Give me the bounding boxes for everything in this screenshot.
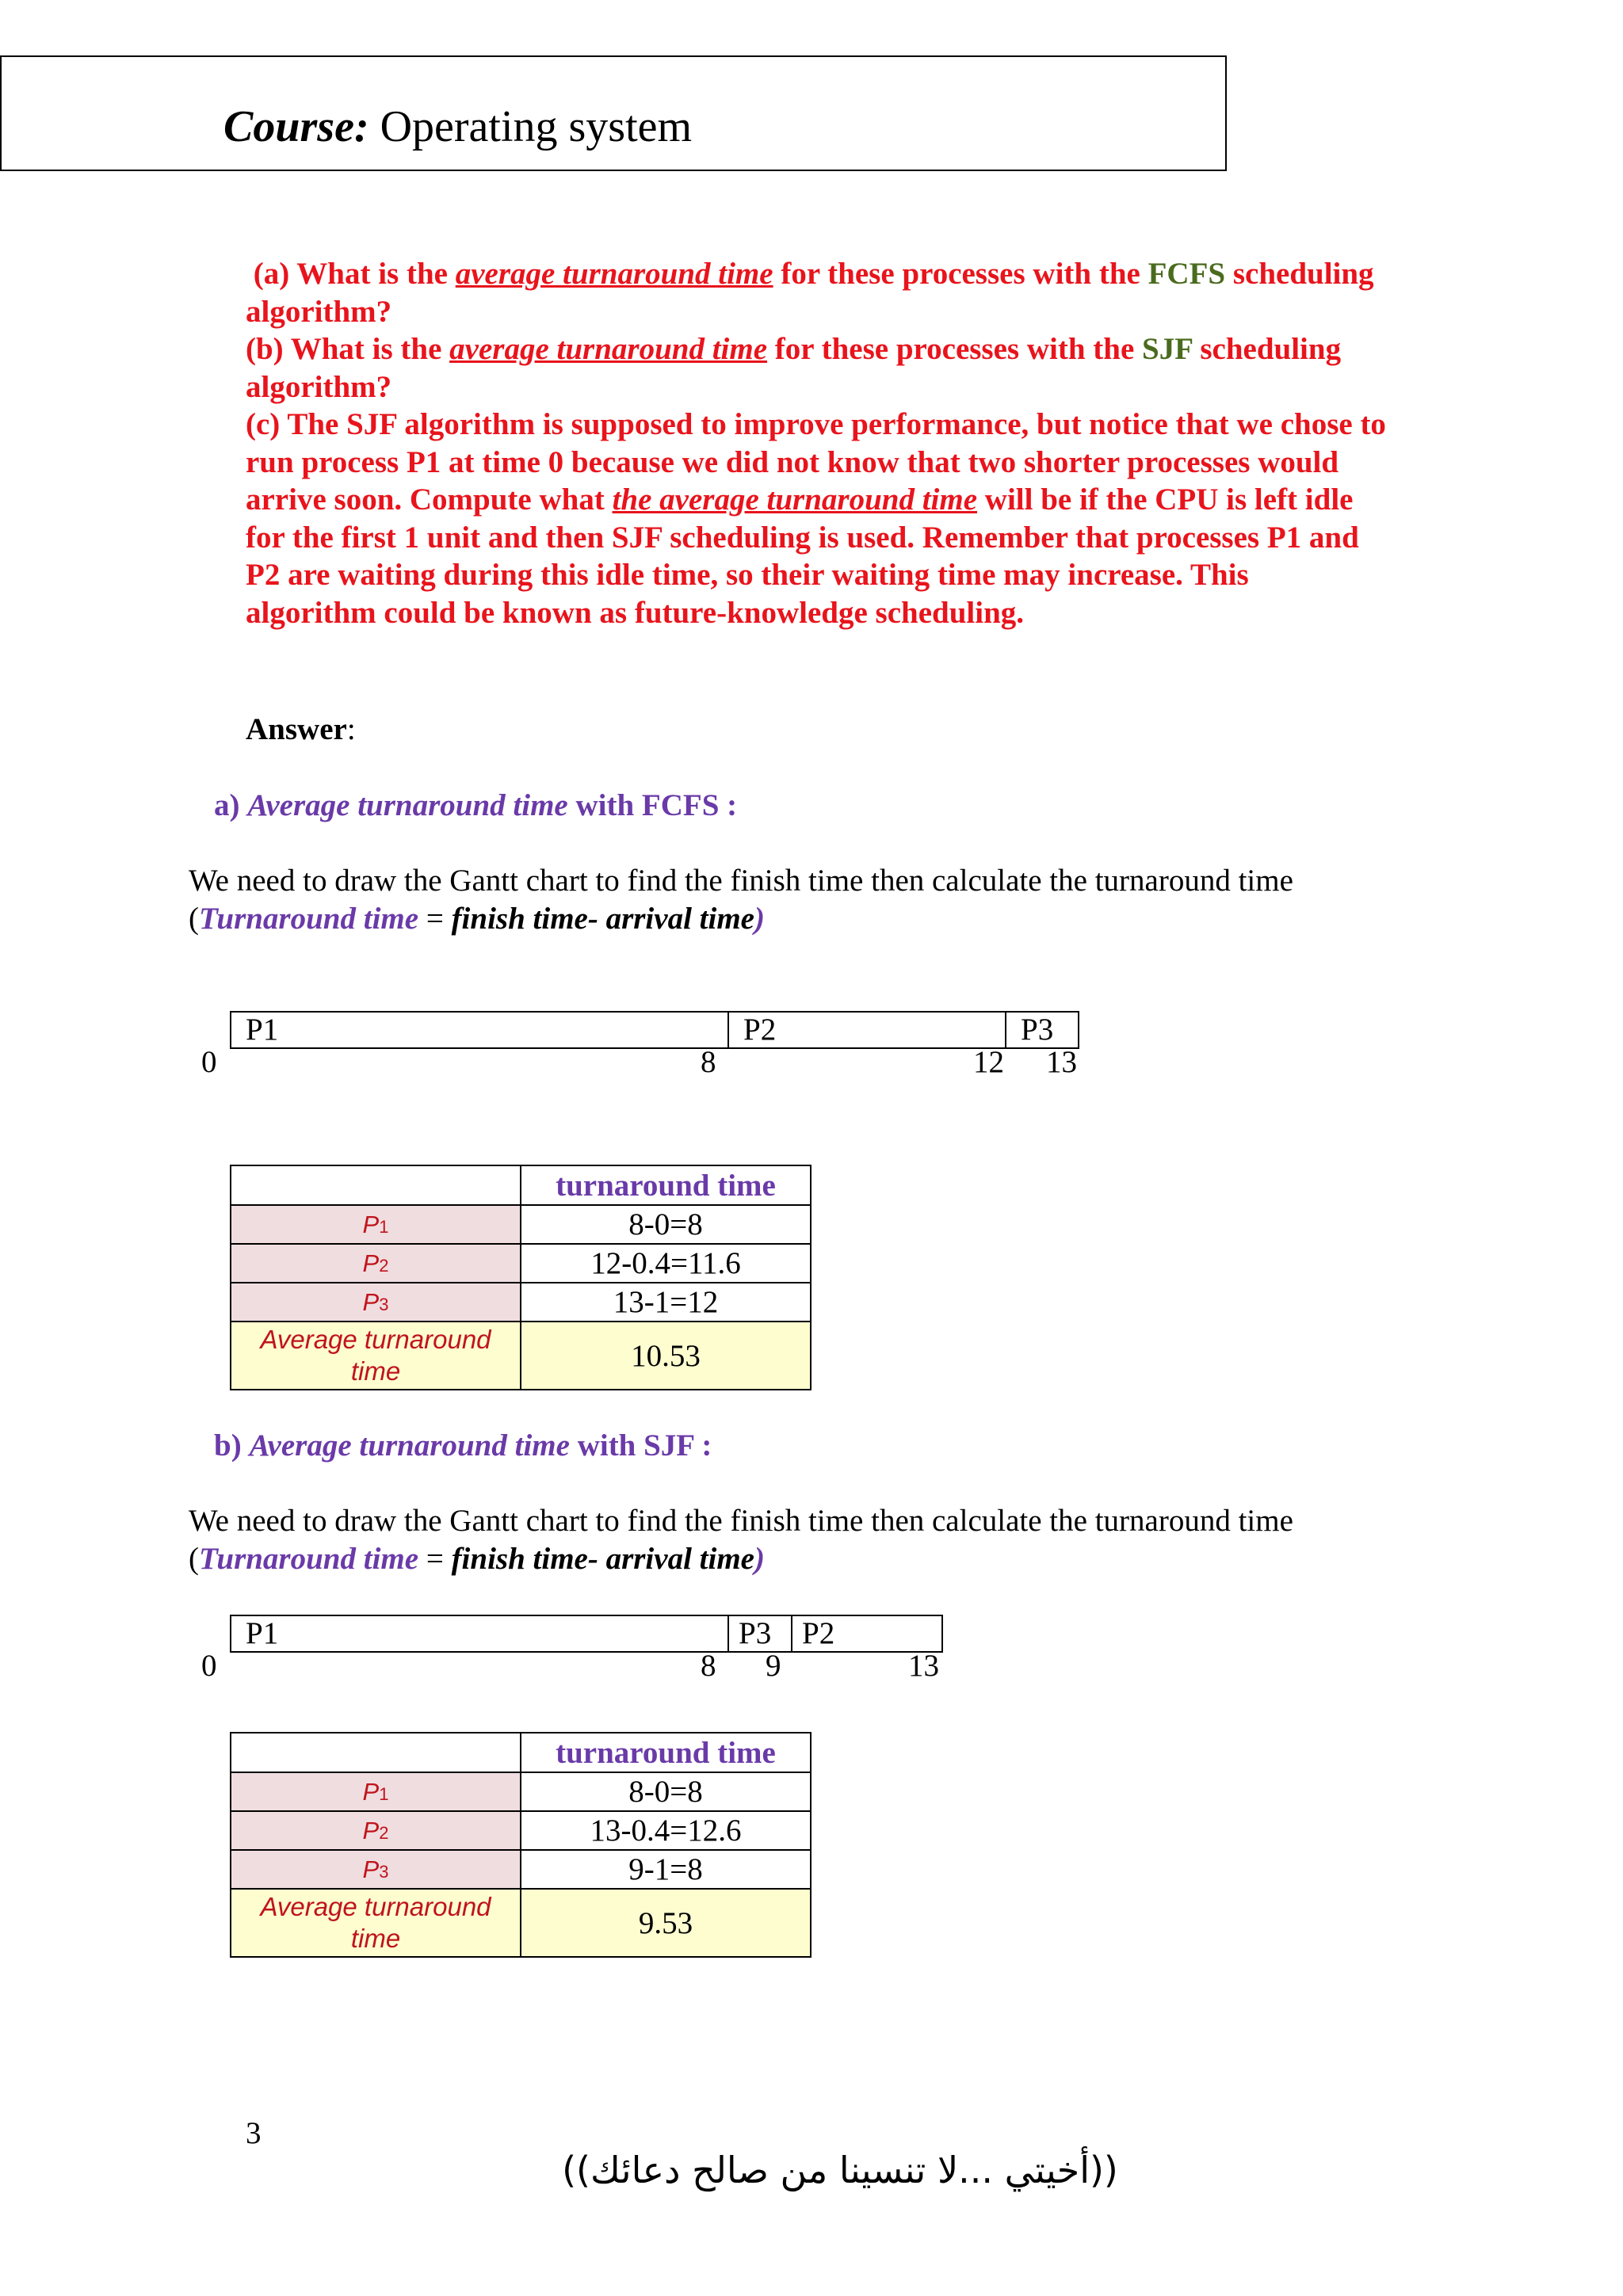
- table-row: [231, 1165, 811, 1205]
- table-row: [231, 1733, 811, 1772]
- turnaround-table-sjf: [230, 1732, 812, 1958]
- gantt-block-p2: P2: [729, 1013, 1006, 1047]
- gantt-block-p1: P1: [231, 1616, 729, 1651]
- turnaround-value: 13-1=12: [521, 1283, 811, 1322]
- section-b-heading: b) Average turnaround time with SJF :: [214, 1428, 712, 1463]
- table-row: [231, 1283, 811, 1322]
- process-label: P3: [231, 1850, 521, 1889]
- page-number: 3: [246, 2116, 262, 2150]
- question-b: (b) What is the average turnaround time for these processes with the SJF scheduling algorithm?: [246, 332, 1342, 404]
- course-title: [223, 101, 692, 152]
- average-label: Average turnaround time: [231, 1322, 521, 1390]
- average-value: 10.53: [521, 1322, 811, 1390]
- average-label: Average turnaround time: [231, 1889, 521, 1957]
- gantt-tick: 13: [1046, 1045, 1077, 1079]
- gantt-chart-sjf: [230, 1615, 943, 1653]
- turnaround-table-fcfs: [230, 1165, 812, 1390]
- turnaround-value: 12-0.4=11.6: [521, 1244, 811, 1283]
- gantt-tick: 12: [973, 1045, 1004, 1079]
- table-row: [231, 1205, 811, 1244]
- turnaround-value: 13-0.4=12.6: [521, 1811, 811, 1850]
- question-c: (c) The SJF algorithm is supposed to improve performance, but notice that we chose to run process P1 at time 0 because we did not know that two shorter processes would arrive soon. Compute what the average turnaround time will be if the CPU is left idle for the first 1 unit and then SJF scheduling is used. Remember that processes P1 and P2 are waiting during this idle time, so their waiting time may increase. This algorithm could be known as future-knowledge scheduling.: [246, 407, 1386, 630]
- turnaround-value: 8-0=8: [521, 1205, 811, 1244]
- section-b-paragraph: We need to draw the Gantt chart to find the finish time then calculate the turnaround time (Turnaround time = finish time- arrival time): [189, 1504, 1293, 1576]
- table-row: [231, 1811, 811, 1850]
- table-header: turnaround time: [521, 1733, 811, 1772]
- section-a-heading: a) Average turnaround time with FCFS :: [214, 788, 738, 822]
- gantt-block-p3: P3: [1021, 1013, 1054, 1047]
- table-header: turnaround time: [521, 1165, 811, 1205]
- section-a-paragraph: We need to draw the Gantt chart to find the finish time then calculate the turnaround time (Turnaround time = finish time- arrival time): [189, 864, 1293, 936]
- gantt-tick: 8: [701, 1045, 716, 1079]
- process-label: P2: [231, 1244, 521, 1283]
- question-block: [246, 255, 1387, 631]
- gantt-tick: 0: [201, 1045, 217, 1079]
- question-a: (a) What is the average turnaround time for these processes with the FCFS scheduling algorithm?: [246, 257, 1374, 329]
- table-row: [231, 1322, 811, 1390]
- gantt-block-p2: P2: [802, 1616, 835, 1650]
- gantt-tick: 0: [201, 1649, 217, 1683]
- footer-arabic: ((أخيتي ...لا تنسينا من صالح دعائك)): [562, 2149, 1118, 2191]
- gantt-block-p1: P1: [231, 1013, 729, 1047]
- process-label: P2: [231, 1811, 521, 1850]
- table-row: [231, 1850, 811, 1889]
- process-label: P1: [231, 1772, 521, 1811]
- gantt-block-p3: P3: [729, 1616, 792, 1651]
- table-row: [231, 1244, 811, 1283]
- process-label: P1: [231, 1205, 521, 1244]
- turnaround-value: 8-0=8: [521, 1772, 811, 1811]
- gantt-tick: 13: [908, 1649, 939, 1683]
- gantt-chart-fcfs: [230, 1011, 1079, 1049]
- gantt-tick: 9: [766, 1649, 781, 1683]
- average-value: 9.53: [521, 1889, 811, 1957]
- course-name: Operating system: [380, 102, 693, 151]
- turnaround-value: 9-1=8: [521, 1850, 811, 1889]
- answer-label: Answer:: [246, 712, 356, 746]
- process-label: P3: [231, 1283, 521, 1322]
- table-row: [231, 1889, 811, 1957]
- gantt-tick: 8: [701, 1649, 716, 1683]
- course-label: Course:: [223, 102, 369, 151]
- table-row: [231, 1772, 811, 1811]
